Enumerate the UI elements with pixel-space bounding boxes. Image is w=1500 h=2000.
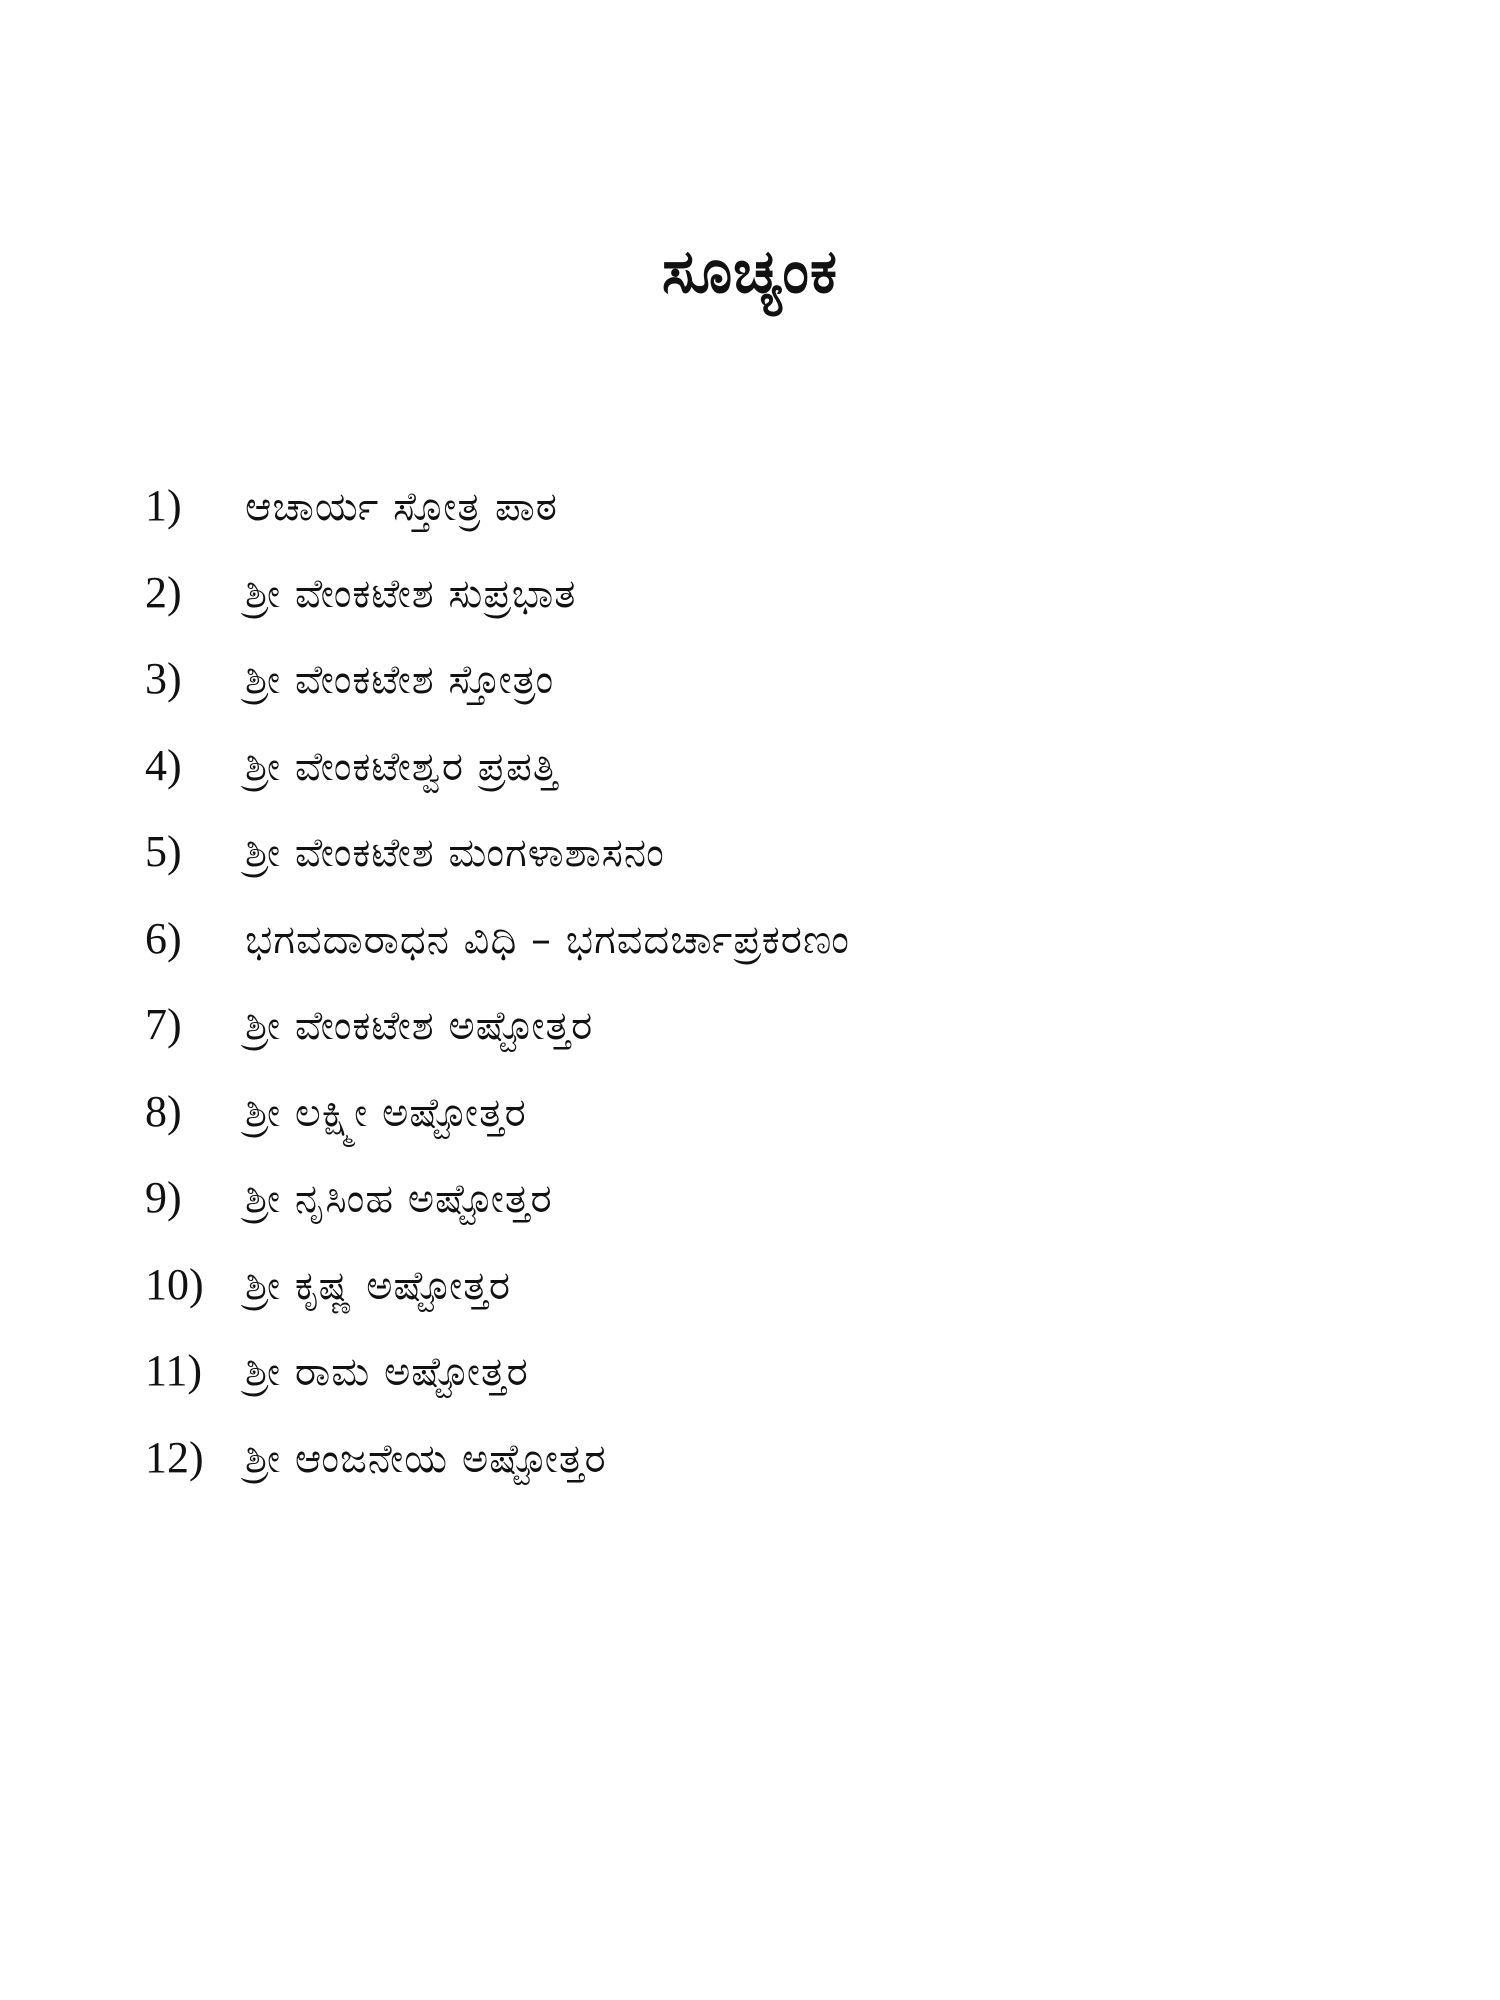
toc-entry-number: 12) (145, 1432, 204, 1482)
toc-entry-number: 4) (145, 740, 182, 790)
toc-entry (145, 649, 1345, 736)
toc-entry-title: ಶ್ರೀ ಕೃಷ್ಣ ಅಷ್ಟೋತ್ತರ (245, 1262, 511, 1309)
toc-entry (145, 563, 1345, 650)
toc-entry-number: 7) (145, 1000, 182, 1049)
toc-entry-number: 5) (145, 827, 182, 876)
toc-entry-title: ಆಚಾರ್ಯ ಸ್ತೋತ್ರ ಪಾಠ (245, 484, 558, 530)
toc-entry-number: 10) (145, 1259, 204, 1309)
toc-entry (145, 1082, 1345, 1169)
toc-entry-title: ಶ್ರೀ ವೇಂಕಟೇಶ್ವರ ಪ್ರಪತ್ತಿ (245, 743, 559, 790)
toc-entry-title: ಶ್ರೀ ಲಕ್ಷ್ಮೀ ಅಷ್ಟೋತ್ತರ (245, 1089, 527, 1136)
toc-entry (145, 736, 1345, 823)
toc-entry (145, 995, 1345, 1082)
page-title: ಸೂಚ್ಯಂಕ (662, 237, 838, 307)
toc-entry (145, 822, 1345, 909)
toc-entry-title: ಶ್ರೀ ರಾಮ ಅಷ್ಟೋತ್ತರ (245, 1349, 529, 1395)
toc-entry-number: 1) (145, 481, 182, 530)
toc-entry (145, 1255, 1345, 1342)
toc-entry-number: 8) (145, 1086, 182, 1136)
toc-entry-title: ಶ್ರೀ ವೇಂಕಟೇಶ ಸುಪ್ರಭಾತ (245, 570, 577, 617)
toc-entry (145, 476, 1345, 563)
toc-entry-title: ಶ್ರೀ ವೇಂಕಟೇಶ ಸ್ತೋತ್ರಂ (245, 657, 555, 703)
toc-entry-title: ಶ್ರೀ ಆಂಜನೇಯ ಅಷ್ಟೋತ್ತರ (245, 1435, 607, 1482)
toc-entry-number: 3) (145, 654, 182, 703)
toc-entry-title: ಶ್ರೀ ವೇಂಕಟೇಶ ಅಷ್ಟೋತ್ತರ (245, 1003, 594, 1049)
toc-entry-number: 6) (145, 913, 182, 963)
toc-entry-number: 11) (145, 1346, 203, 1395)
toc-entry (145, 1341, 1345, 1428)
toc-entry-title: ಭಗವದಾರಾಧನ ವಿಧಿ – ಭಗವದರ್ಚಾಪ್ರಕರಣಂ (245, 916, 851, 963)
toc-entry-number: 2) (145, 567, 182, 617)
toc-entry-number: 9) (145, 1173, 182, 1222)
toc-entry (145, 1428, 1345, 1515)
table-of-contents (145, 476, 1345, 1514)
toc-entry-title: ಶ್ರೀ ನೃಸಿಂಹ ಅಷ್ಟೋತ್ತರ (245, 1176, 553, 1222)
toc-entry-title: ಶ್ರೀ ವೇಂಕಟೇಶ ಮಂಗಳಾಶಾಸನಂ (245, 830, 665, 876)
toc-entry (145, 909, 1345, 996)
toc-entry (145, 1168, 1345, 1255)
